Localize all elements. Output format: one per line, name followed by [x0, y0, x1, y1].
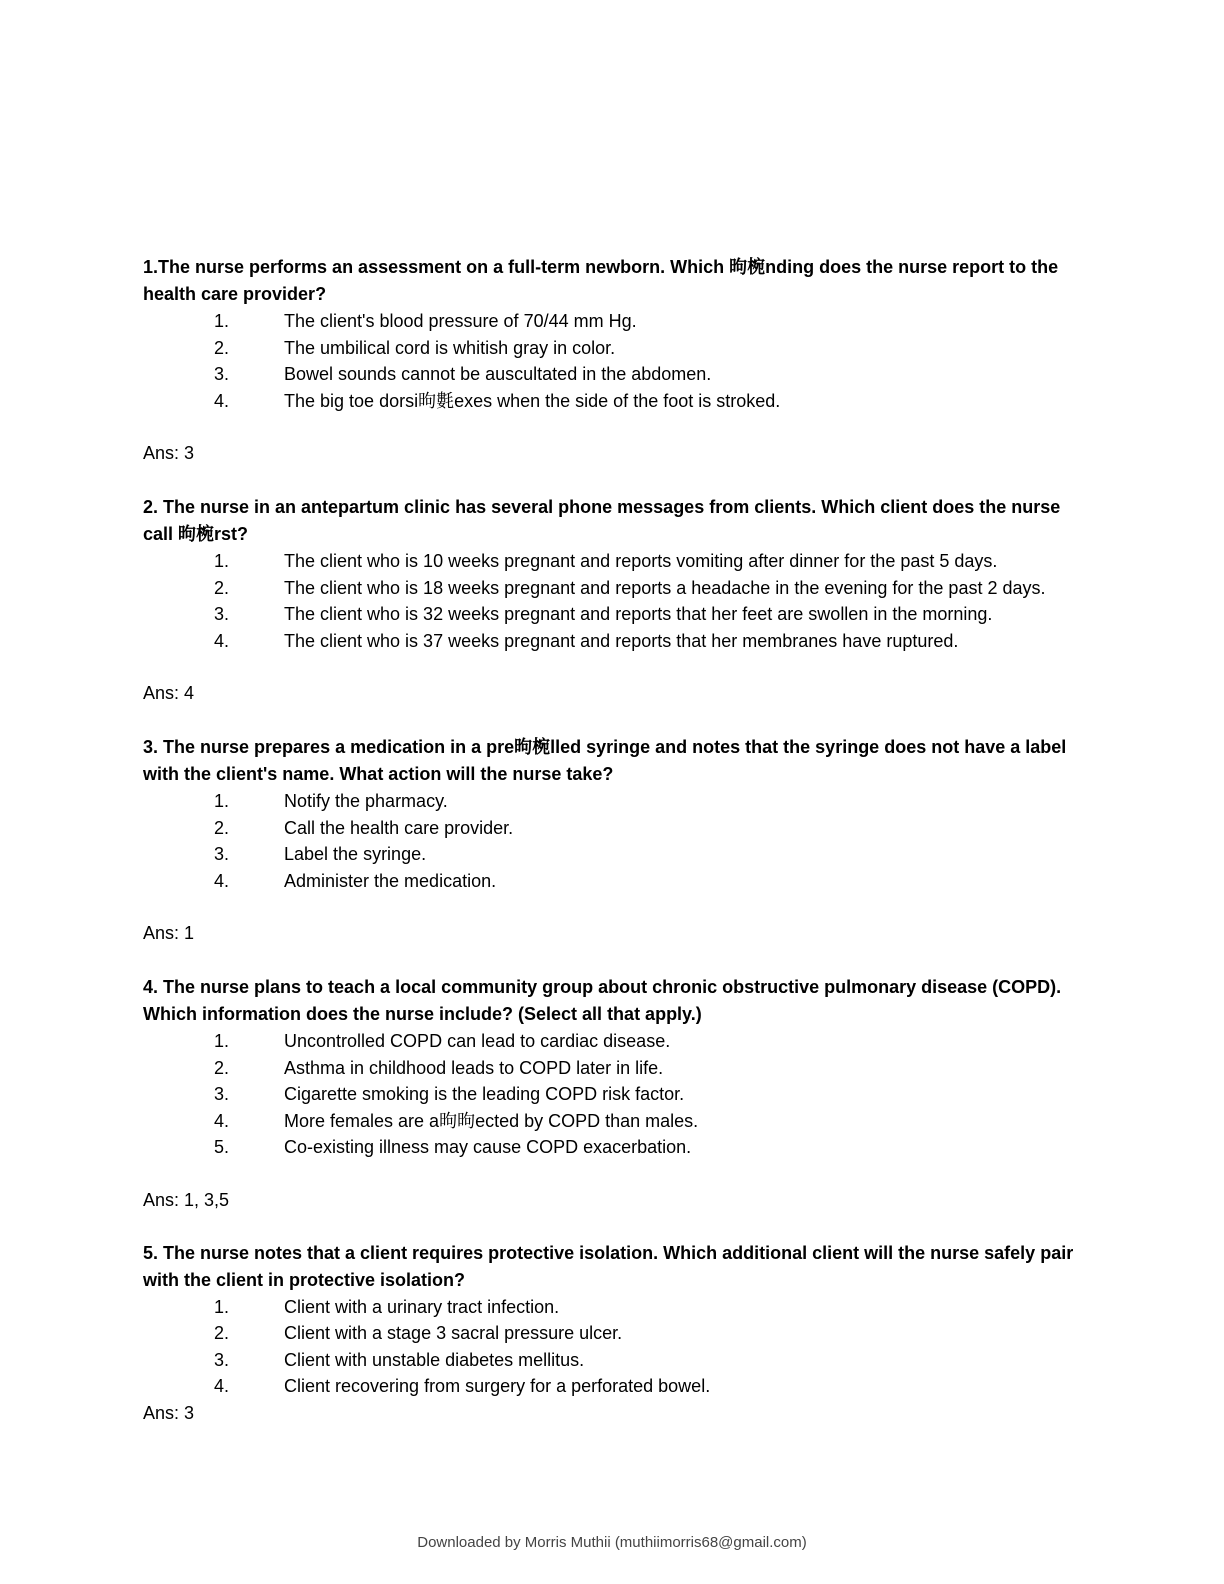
option-text: Administer the medication.	[284, 870, 497, 891]
option-text: Client recovering from surgery for a perforated bowel.	[284, 1376, 711, 1396]
question-block	[143, 1240, 1078, 1427]
option-text: Client with unstable diabetes mellitus.	[284, 1349, 585, 1370]
answer-option	[143, 1134, 1078, 1161]
option-text: The client's blood pressure of 70/44 mm Hg.	[284, 311, 637, 331]
answer-option	[143, 1373, 1078, 1400]
question-stem: 3. The nurse prepares a medication in a pre昫椀lled syringe and notes that the syringe does not have a label with the client's name. What action will the nurse take?	[143, 737, 1067, 784]
answer-option	[143, 601, 1078, 628]
option-text: The umbilical cord is whitish gray in color.	[284, 337, 616, 358]
question-block	[143, 974, 1078, 1214]
answer-option	[143, 388, 1078, 415]
option-number: 5.	[214, 1137, 230, 1157]
answer-option	[143, 361, 1078, 388]
option-text: Notify the pharmacy.	[284, 791, 448, 811]
question-block	[143, 734, 1078, 947]
question-block	[143, 254, 1078, 467]
answer-option	[143, 628, 1078, 655]
option-number: 4.	[214, 1376, 230, 1396]
option-text: Call the health care provider.	[284, 817, 514, 838]
answer-option	[143, 1055, 1078, 1082]
option-number: 2.	[214, 1323, 230, 1343]
answer-option	[143, 575, 1078, 602]
option-number: 4.	[214, 390, 230, 411]
option-text: The client who is 10 weeks pregnant and reports vomiting after dinner for the past 5 days.	[284, 551, 998, 571]
option-number: 1.	[214, 1031, 230, 1051]
option-number: 4.	[214, 870, 230, 891]
question-stem: 1.The nurse performs an assessment on a full-term newborn. Which 昫椀nding does the nurse report to the health care provider?	[143, 257, 1059, 304]
option-text: The client who is 32 weeks pregnant and reports that her feet are swollen in the morning.	[284, 604, 993, 624]
option-number: 4.	[214, 1110, 230, 1131]
option-number: 1.	[214, 311, 230, 331]
answer-option	[143, 308, 1078, 335]
answer-option	[143, 1081, 1078, 1108]
answer-key: Ans: 4	[143, 683, 195, 703]
option-text: Label the syringe.	[284, 844, 427, 864]
answer-option	[143, 548, 1078, 575]
question-block	[143, 494, 1078, 707]
option-number: 1.	[214, 1296, 230, 1317]
option-number: 3.	[214, 1349, 230, 1370]
answer-option	[143, 788, 1078, 815]
question-list	[143, 254, 1078, 1427]
option-text: More females are a昫昫ected by COPD than males.	[284, 1110, 699, 1131]
answer-option	[143, 1347, 1078, 1374]
option-number: 2.	[214, 577, 230, 598]
answer-option	[143, 841, 1078, 868]
option-text: Uncontrolled COPD can lead to cardiac disease.	[284, 1031, 671, 1051]
answer-option	[143, 868, 1078, 895]
option-text: Client with a stage 3 sacral pressure ulcer.	[284, 1323, 623, 1343]
answer-option	[143, 335, 1078, 362]
answer-option	[143, 1108, 1078, 1135]
option-number: 3.	[214, 844, 230, 864]
option-text: Bowel sounds cannot be auscultated in the abdomen.	[284, 364, 712, 384]
answer-key: Ans: 1	[143, 923, 195, 943]
question-stem: 5. The nurse notes that a client requires protective isolation. Which additional client will the nurse safely pair with the client in protective isolation?	[143, 1242, 1074, 1290]
question-stem: 4. The nurse plans to teach a local community group about chronic obstructive pulmonary disease (COPD). Which information does the nurse include? (Select all that apply.)	[143, 977, 1062, 1024]
answer-option	[143, 1028, 1078, 1055]
answer-key: Ans: 1, 3,5	[143, 1189, 230, 1210]
answer-key: Ans: 3	[143, 443, 195, 463]
option-text: Co-existing illness may cause COPD exacerbation.	[284, 1137, 692, 1157]
option-text: Asthma in childhood leads to COPD later in life.	[284, 1057, 664, 1078]
answer-key: Ans: 3	[143, 1402, 195, 1423]
option-number: 3.	[214, 604, 230, 624]
option-number: 2.	[214, 337, 230, 358]
option-text: The client who is 18 weeks pregnant and reports a headache in the evening for the past 2 days.	[284, 577, 1046, 598]
answer-option	[143, 1294, 1078, 1321]
answer-option	[143, 815, 1078, 842]
option-number: 3.	[214, 1084, 230, 1104]
answer-option	[143, 1320, 1078, 1347]
question-stem: 2. The nurse in an antepartum clinic has several phone messages from clients. Which client does the nurse call 昫椀rst?	[143, 497, 1061, 544]
option-text: Cigarette smoking is the leading COPD risk factor.	[284, 1084, 685, 1104]
option-number: 1.	[214, 551, 230, 571]
option-number: 4.	[214, 630, 230, 651]
option-text: Client with a urinary tract infection.	[284, 1296, 560, 1317]
option-number: 3.	[214, 364, 230, 384]
option-number: 1.	[214, 791, 230, 811]
option-number: 2.	[214, 1057, 230, 1078]
option-text: The big toe dorsi昫氀exes when the side of the foot is stroked.	[284, 390, 781, 411]
download-footer: Downloaded by Morris Muthii (muthiimorris68@gmail.com)	[417, 1534, 807, 1551]
option-text: The client who is 37 weeks pregnant and reports that her membranes have ruptured.	[284, 630, 959, 651]
option-number: 2.	[214, 817, 230, 838]
